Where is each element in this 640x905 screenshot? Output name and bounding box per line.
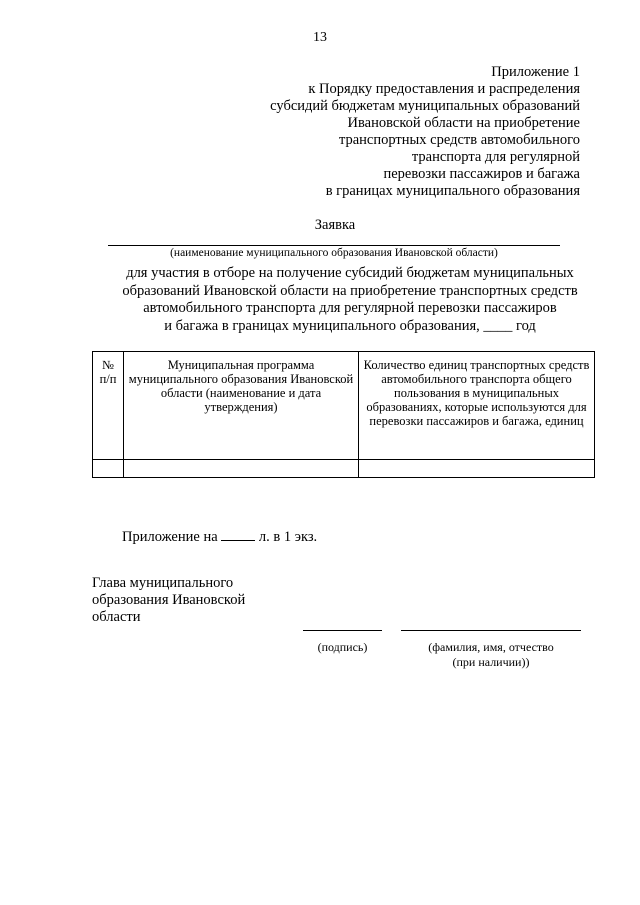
full-name-label-line: (при наличии)) xyxy=(452,655,530,669)
appendix-line: субсидий бюджетам муниципальных образований xyxy=(270,98,580,114)
page-number: 13 xyxy=(313,30,327,45)
attachment-suffix: л. в 1 экз. xyxy=(258,529,318,545)
appendix-line: к Порядку предоставления и распределения xyxy=(308,81,580,97)
intro-line: и багажа в границах муниципального образования, ____ год xyxy=(164,317,536,334)
full-name-label-line: (фамилия, имя, отчество xyxy=(428,640,554,654)
table-row xyxy=(93,460,595,478)
appendix-line: транспорта для регулярной xyxy=(411,149,580,165)
appendix-line: в границах муниципального образования xyxy=(325,183,580,199)
attachment-prefix: Приложение на xyxy=(122,529,218,545)
attachment-note xyxy=(122,528,317,546)
signature-line xyxy=(303,630,382,631)
full-name-line xyxy=(401,630,581,631)
table-cell xyxy=(93,460,124,478)
appendix-line: Ивановской области на приобретение xyxy=(347,115,580,131)
appendix-line: транспортных средств автомобильного xyxy=(338,132,580,148)
appendix-line: Приложение 1 xyxy=(491,64,580,80)
full-name-label xyxy=(401,640,581,670)
table-cell xyxy=(359,460,595,478)
header-cell-number: № п/п xyxy=(93,352,124,460)
intro-line: для участия в отборе на получение субсидий бюджетам муниципальных xyxy=(126,265,574,281)
header-cell-program: Муниципальная программа муниципального образования Ивановской области (наименование и дата утверждения) xyxy=(124,352,359,460)
intro-line: автомобильного транспорта для регулярной перевозки пассажиров xyxy=(143,300,557,316)
table-cell xyxy=(124,460,359,478)
municipality-name-line xyxy=(108,245,560,246)
intro-line: образований Ивановской области на приобретение транспортных средств xyxy=(122,282,578,299)
appendix-header xyxy=(200,64,580,200)
head-line: Глава муниципального xyxy=(92,575,234,591)
intro-text xyxy=(70,265,630,335)
head-line: области xyxy=(92,609,141,625)
head-line: образования Ивановской xyxy=(92,592,246,608)
header-cell-vehicle-count: Количество единиц транспортных средств автомобильного транспорта общего пользования в муниципальных образованиях, которые используются для перевозки пассажиров и багажа, единиц xyxy=(359,352,595,460)
document-title: Заявка xyxy=(314,217,356,233)
signature-label: (подпись) xyxy=(317,640,368,654)
municipality-name-hint: (наименование муниципального образования Ивановской области) xyxy=(170,247,498,259)
attachment-pages-blank xyxy=(221,528,255,541)
table-header-row xyxy=(93,352,595,460)
application-table xyxy=(92,351,595,478)
head-of-municipality xyxy=(92,575,292,626)
appendix-line: перевозки пассажиров и багажа xyxy=(383,166,580,182)
